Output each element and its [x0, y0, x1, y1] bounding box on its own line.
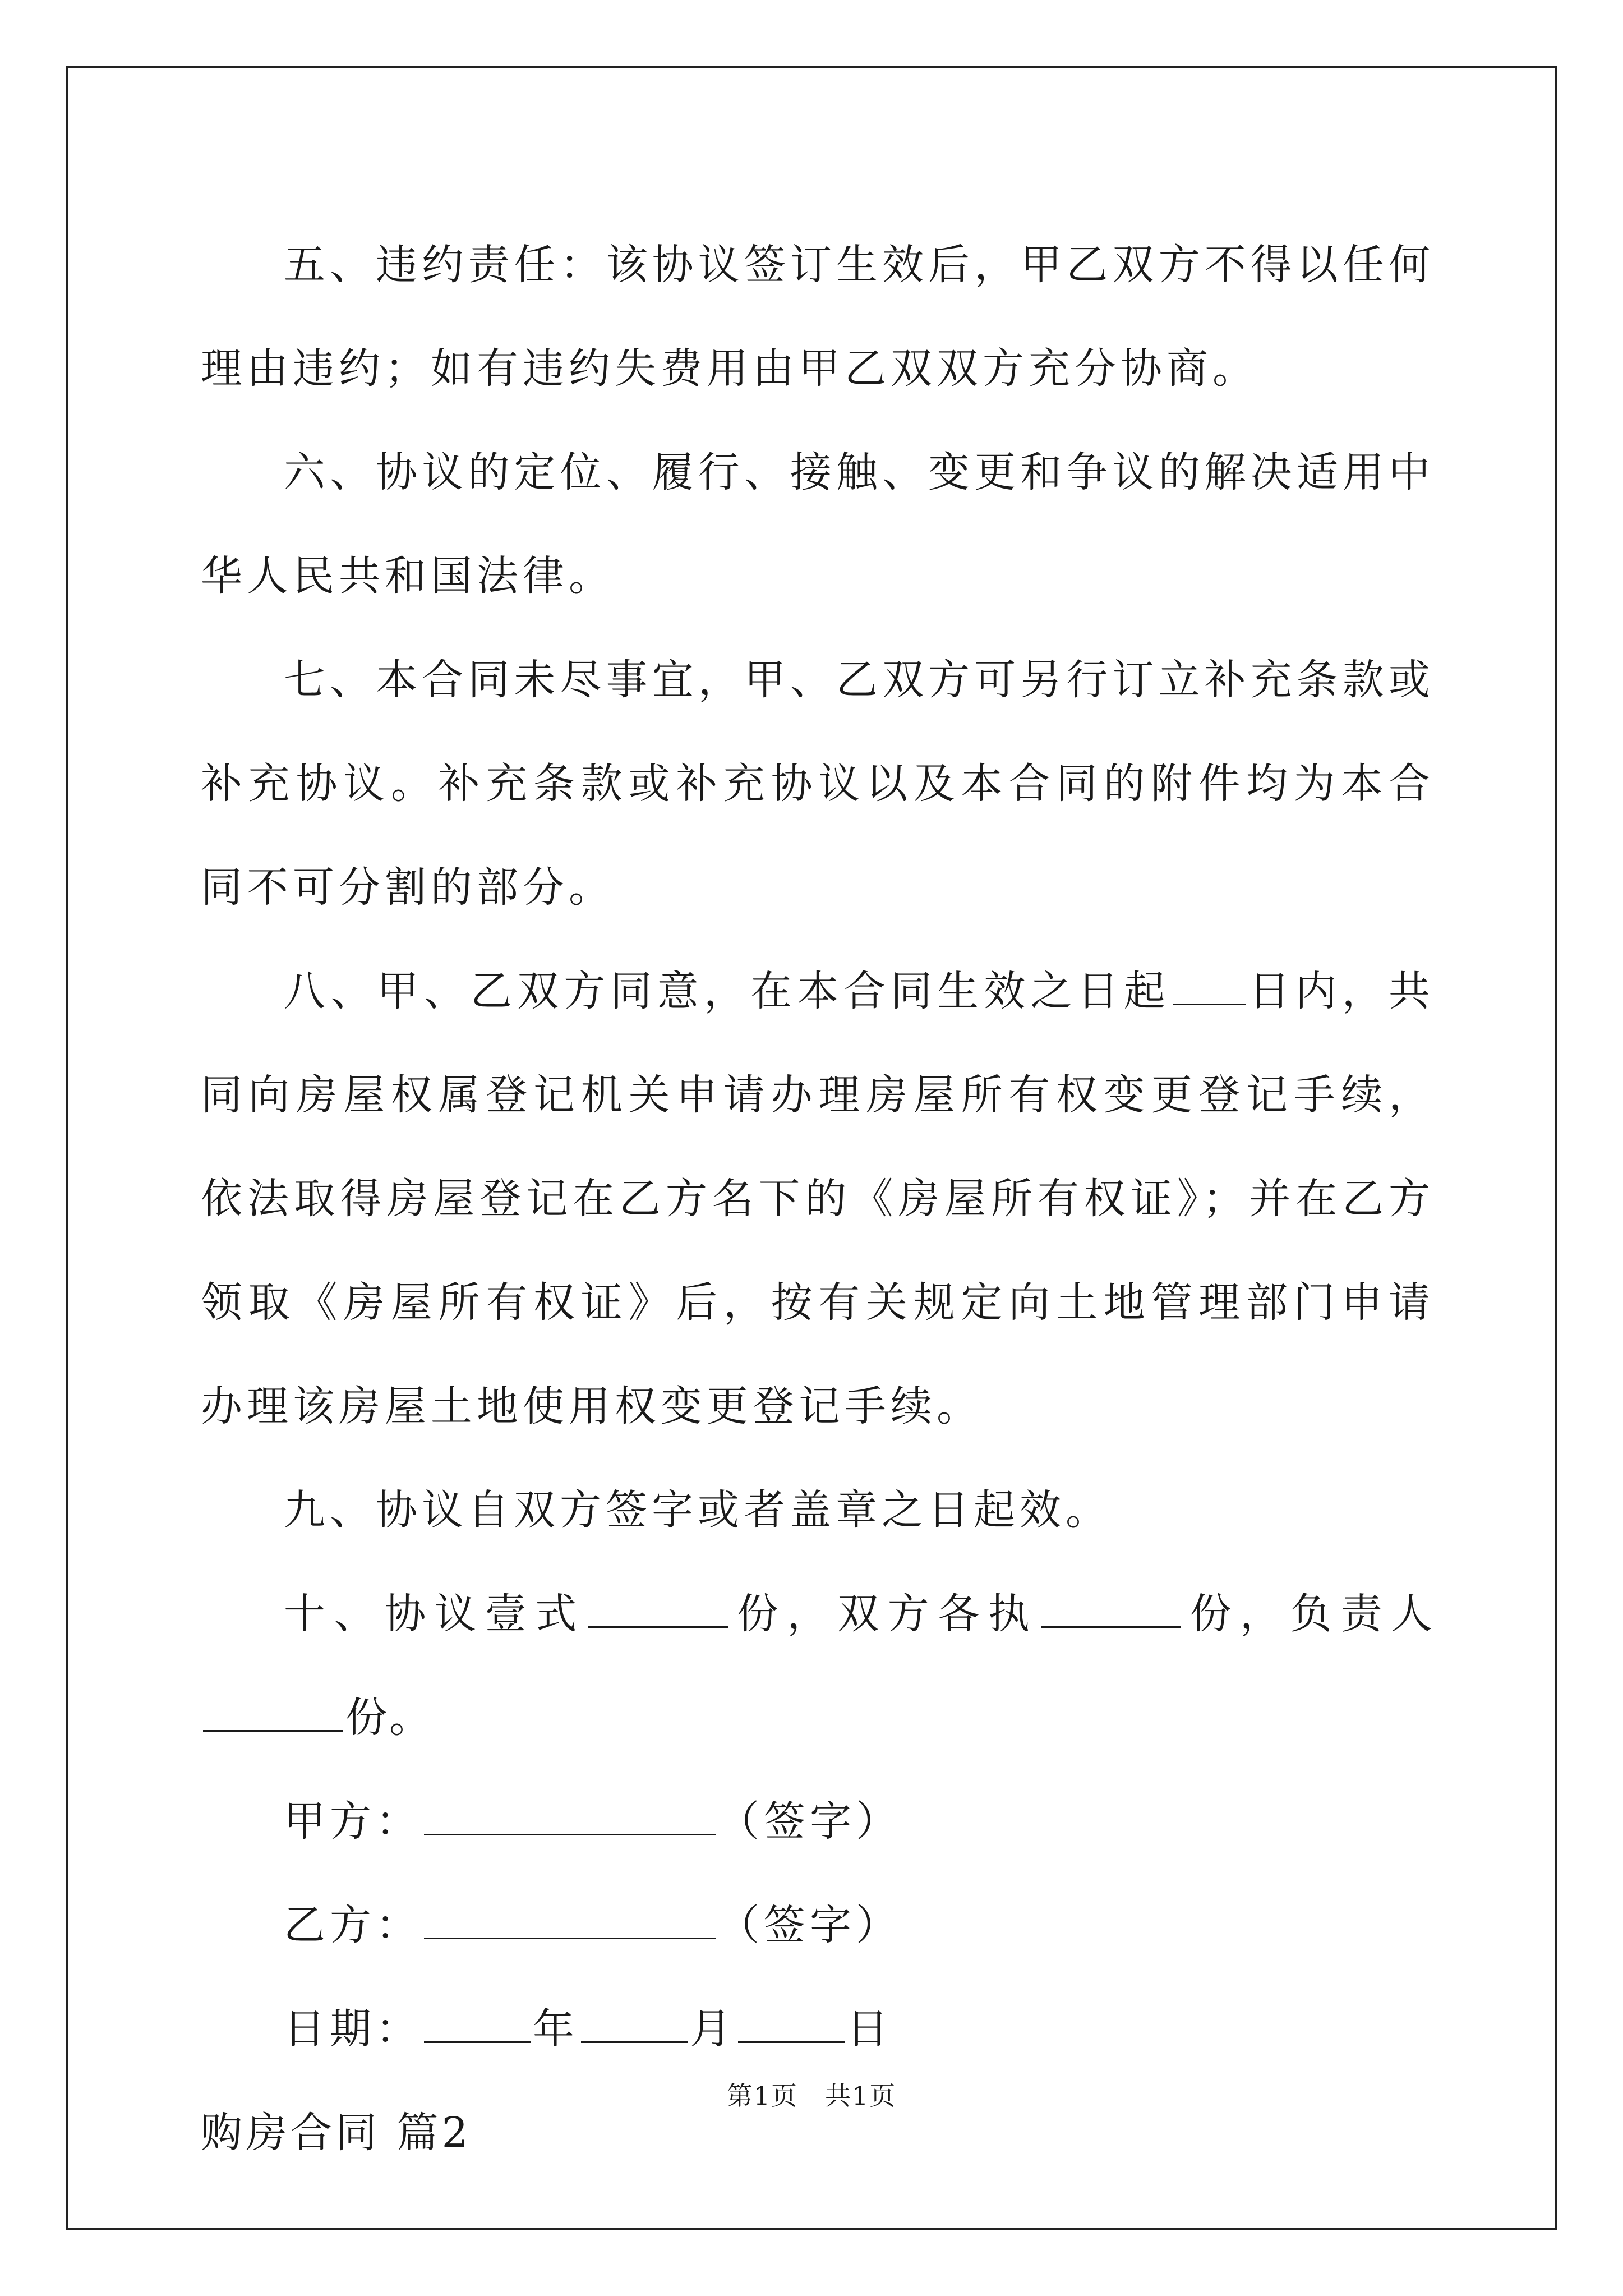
clause-8-after: 日内，共同向房屋权属登记机关申请办理房屋所有权变更登记手续，依法取得房屋登记在乙方名下的《房屋所有权证》；并在乙方领取《房屋所有权证》后，按有关规定向土地管理部门申请办理该房屋土地使用权变更登记手续。	[201, 967, 1435, 1430]
copies-each-blank	[1041, 1587, 1181, 1628]
next-section-title: 购房合同 篇2	[201, 2109, 472, 2157]
clause-9: 九、协议自双方签字或者盖章之日起效。	[284, 1486, 1112, 1534]
clause-5: 五、违约责任：该协议签订生效后，甲乙双方不得以任何理由违约；如有违约失费用由甲乙双双方充分协商。	[201, 241, 1435, 393]
party-a-signature-blank	[424, 1795, 716, 1835]
clause-7: 七、本合同未尽事宜，甲、乙双方可另行订立补充条款或补充协议。补充条款或补充协议以及本合同的附件均为本合同不可分割的部分。	[201, 656, 1435, 912]
clause-10-part4: 份。	[345, 1694, 433, 1742]
date-label: 日期：	[284, 2005, 422, 2053]
party-a-label: 甲方：	[284, 1797, 422, 1846]
copies-total-blank	[588, 1587, 728, 1628]
clause-10-part1: 十、协议壹式	[284, 1590, 585, 1638]
party-b-signature-blank	[424, 1898, 716, 1939]
clause-10-part2: 份，双方各执	[730, 1590, 1039, 1638]
day-blank	[738, 2002, 845, 2043]
days-blank	[1173, 964, 1246, 1005]
party-a-suffix: （签字）	[718, 1797, 902, 1846]
clause-8	[201, 940, 1435, 1458]
party-b-line	[201, 1874, 1435, 1977]
clause-8-before: 八、甲、乙双方同意，在本合同生效之日起	[284, 967, 1171, 1015]
year-blank	[424, 2002, 531, 2043]
copies-responsible-blank	[203, 1691, 343, 1732]
clause-6: 六、协议的定位、履行、接触、变更和争议的解决适用中华人民共和国法律。	[201, 448, 1435, 600]
party-a-line	[201, 1770, 1435, 1874]
party-b-label: 乙方：	[284, 1901, 422, 1949]
date-line	[201, 1977, 1435, 2081]
year-label: 年	[533, 2005, 579, 2053]
clause-10	[201, 1562, 1435, 1770]
day-label: 日	[847, 2005, 893, 2053]
month-label: 月	[690, 2005, 736, 2053]
party-b-suffix: （签字）	[718, 1901, 902, 1949]
page-footer: 第1页 共1页	[726, 2081, 897, 2111]
clause-10-part3: 份，负责人	[1183, 1590, 1435, 1638]
document-body	[201, 213, 1435, 2185]
month-blank	[581, 2002, 688, 2043]
